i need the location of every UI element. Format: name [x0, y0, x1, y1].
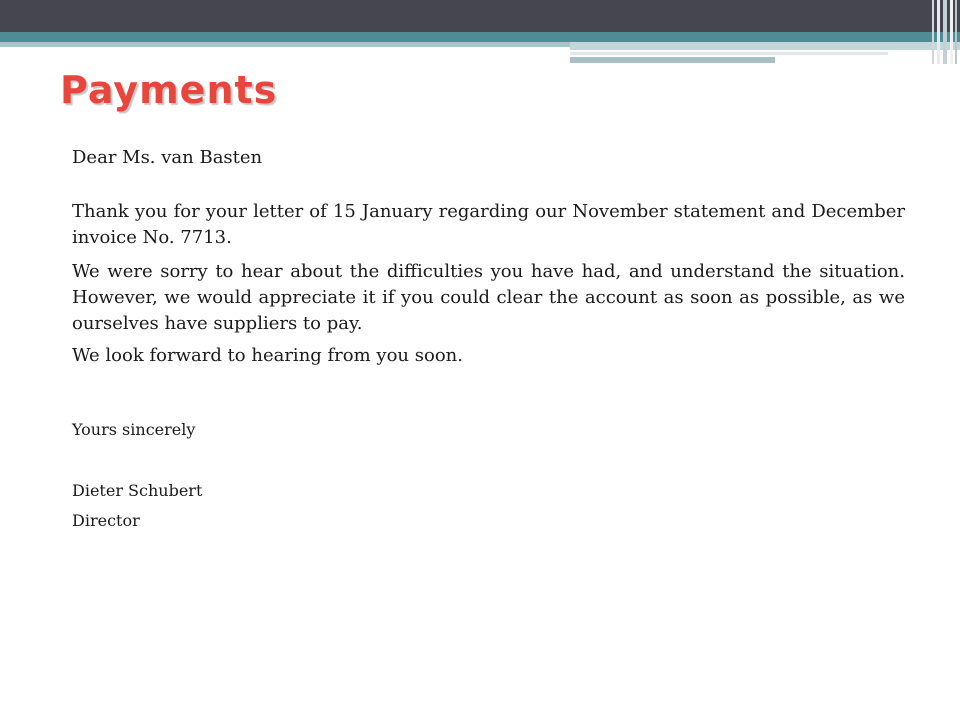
- corner-stripe: [932, 0, 934, 64]
- letter-paragraph: Thank you for your letter of 15 January regarding our November statement and December invoice No. 7713.: [72, 201, 905, 248]
- corner-stripe: [950, 0, 953, 64]
- header-accent-bar: [570, 42, 960, 50]
- corner-stripes: [928, 0, 960, 64]
- corner-stripe: [943, 0, 947, 64]
- signature-name: Dieter Schubert: [72, 481, 203, 500]
- header-dark-bar: [0, 0, 960, 32]
- letter-body: [72, 145, 905, 533]
- header-teal-bar: [0, 32, 960, 42]
- header-accent-bar: [570, 52, 888, 55]
- header-accent-bar: [0, 42, 570, 47]
- letter-paragraph: We were sorry to hear about the difficulties you have had, and understand the situation. However, we would appreciate it if you could clear the account as soon as possible, as we ourselves have suppliers to pay.: [72, 261, 905, 334]
- corner-stripe: [955, 0, 957, 64]
- signature-title: Director: [72, 511, 140, 530]
- letter-paragraph: We look forward to hearing from you soon.: [72, 345, 463, 366]
- slide-title: Payments: [60, 68, 278, 112]
- corner-stripe: [937, 0, 940, 64]
- letter-closing: Yours sincerely: [72, 420, 196, 439]
- letter-greeting: Dear Ms. van Basten: [72, 147, 263, 168]
- header-accent-bar: [570, 57, 775, 63]
